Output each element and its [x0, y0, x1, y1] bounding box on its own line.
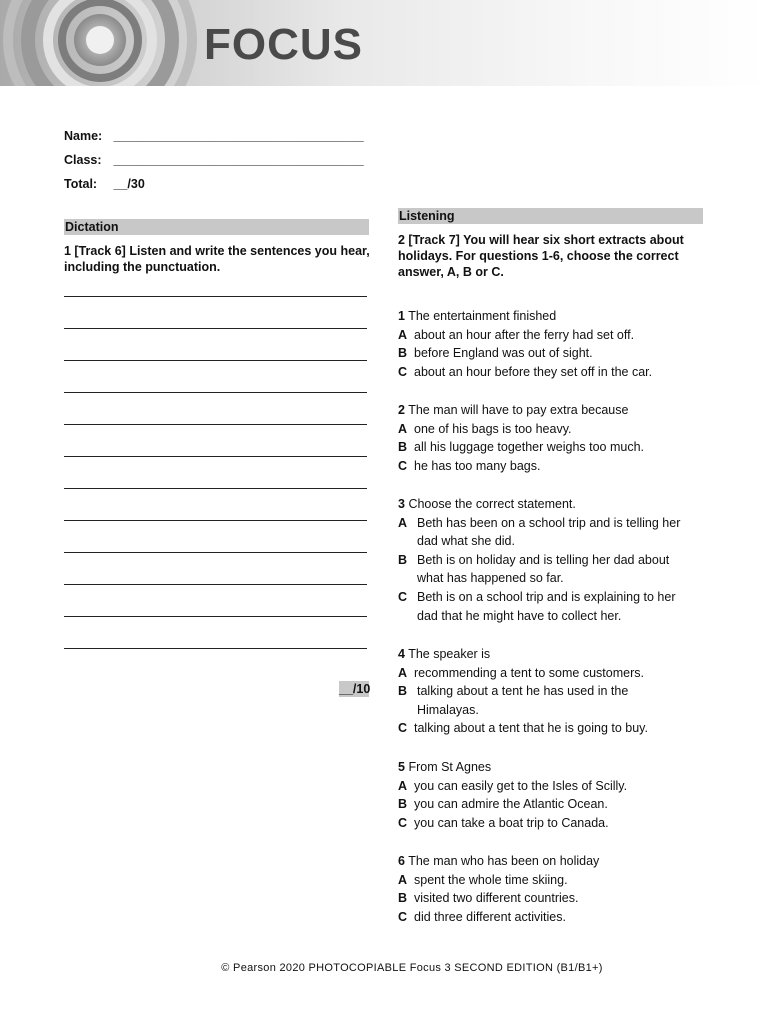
total-field: [64, 177, 145, 191]
question-stem: The man will have to pay extra because: [408, 403, 629, 417]
class-field: [64, 153, 364, 167]
question-number: 1: [398, 309, 405, 323]
writing-line[interactable]: [64, 584, 367, 585]
name-line[interactable]: ____________________________________: [113, 129, 364, 143]
class-label: Class:: [64, 153, 102, 167]
question-stem: Choose the correct statement.: [408, 497, 576, 511]
writing-line[interactable]: [64, 360, 367, 361]
option-a[interactable]: A one of his bags is too heavy.: [398, 421, 572, 436]
question-stem: From St Agnes: [408, 760, 492, 774]
option-c[interactable]: C did three different activities.: [398, 909, 566, 924]
writing-line[interactable]: [64, 552, 367, 553]
question-stem: The man who has been on holiday: [408, 854, 600, 868]
focus-logo-rings: [0, 0, 200, 86]
writing-line[interactable]: [64, 520, 367, 521]
name-field: [64, 129, 364, 143]
question-2: [398, 401, 698, 475]
option-a[interactable]: A recommending a tent to some customers.: [398, 665, 644, 680]
name-label: Name:: [64, 129, 103, 143]
option-c[interactable]: C he has too many bags.: [398, 458, 541, 473]
question-number: 3: [398, 497, 405, 511]
writing-line[interactable]: [64, 296, 367, 297]
option-c[interactable]: C talking about a tent that he is going to buy.: [398, 721, 648, 736]
option-c[interactable]: C you can take a boat trip to Canada.: [398, 815, 609, 830]
writing-line[interactable]: [64, 424, 367, 425]
brand-title: FOCUS: [204, 20, 363, 69]
question-1: [398, 307, 698, 381]
page-header: [0, 0, 768, 86]
dictation-score: __/10: [339, 682, 371, 696]
writing-line[interactable]: [64, 616, 367, 617]
option-c[interactable]: C about an hour before they set off in the car.: [398, 364, 653, 379]
option-a[interactable]: A about an hour after the ferry had set off.: [398, 327, 635, 342]
dictation-heading: Dictation: [64, 219, 369, 235]
option-a[interactable]: A spent the whole time skiing.: [398, 872, 568, 887]
question-stem: The speaker is: [408, 647, 491, 661]
option-a[interactable]: A you can easily get to the Isles of Scilly.: [398, 778, 628, 793]
option-b[interactable]: B before England was out of sight.: [398, 346, 593, 361]
option-b[interactable]: B Beth is on holiday and is telling her dad about what has happened so far.: [398, 552, 670, 586]
option-b[interactable]: B visited two different countries.: [398, 891, 579, 906]
writing-line[interactable]: [64, 328, 367, 329]
question-number: 6: [398, 854, 405, 868]
total-label: Total:: [64, 177, 98, 191]
option-b[interactable]: B all his luggage together weighs too much.: [398, 440, 645, 455]
option-b[interactable]: B talking about a tent he has used in the Himalayas.: [398, 684, 629, 717]
question-4: [398, 645, 658, 738]
dictation-instruction: 1 [Track 6] Listen and write the sentences you hear, including the punctuation.: [64, 244, 370, 274]
writing-line[interactable]: [64, 392, 367, 393]
question-5: [398, 758, 698, 832]
listening-instruction: 2 [Track 7] You will hear six short extracts about holidays. For questions 1-6, choose the correct answer, A, B or C.: [398, 233, 684, 279]
option-b[interactable]: B you can admire the Atlantic Ocean.: [398, 797, 608, 812]
listening-heading: Listening: [398, 208, 703, 224]
question-number: 2: [398, 403, 405, 417]
writing-line[interactable]: [64, 488, 367, 489]
question-number: 5: [398, 760, 405, 774]
option-c[interactable]: C Beth is on a school trip and is explaining to her dad that he might have to collect her.: [398, 589, 676, 623]
question-6: [398, 852, 698, 926]
option-a[interactable]: A Beth has been on a school trip and is telling her dad what she did.: [398, 515, 681, 549]
writing-line[interactable]: [64, 456, 367, 457]
question-number: 4: [398, 647, 405, 661]
writing-line[interactable]: [64, 648, 367, 649]
total-value: __/30: [113, 177, 145, 191]
question-3: [398, 495, 690, 625]
question-stem: The entertainment finished: [408, 309, 557, 323]
page-footer: © Pearson 2020 PHOTOCOPIABLE Focus 3 SECOND EDITION (B1/B1+): [221, 962, 603, 974]
class-line[interactable]: ____________________________________: [113, 153, 364, 167]
